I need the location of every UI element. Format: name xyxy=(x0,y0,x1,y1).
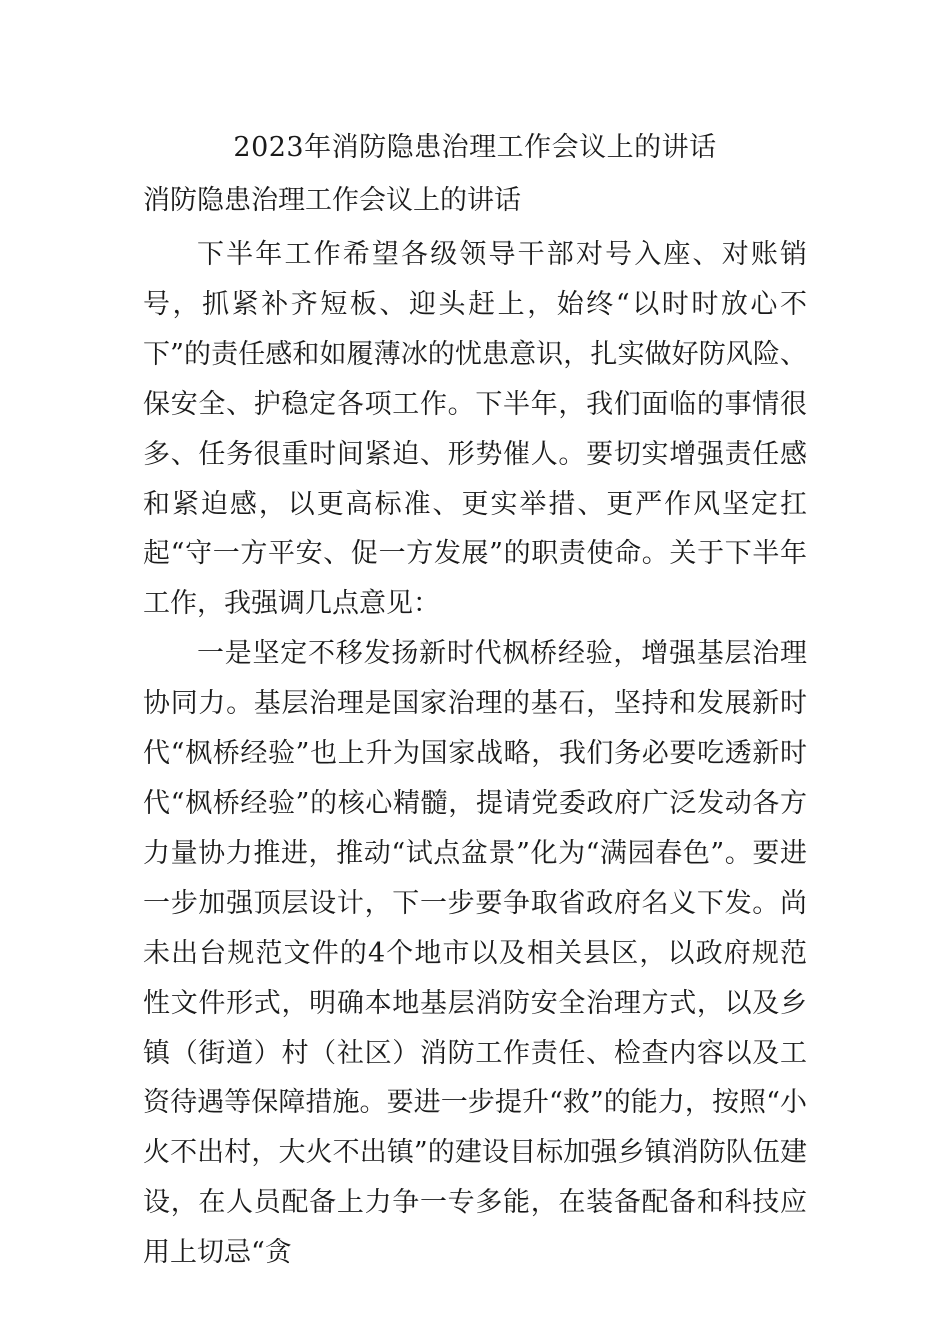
paragraph: 一是坚定不移发扬新时代枫桥经验，增强基层治理协同力。基层治理是国家治理的基石，坚持和发展新时代“枫桥经验”也上升为国家战略，我们务必要吃透新时代“枫桥经验”的核心精髓，提请党委政府广泛发动各方力量协力推进，推动“试点盆景”化为“满园春色”。要进一步加强顶层设计，下一步要争取省政府名义下发。尚未出台规范文件的4个地市以及相关县区，以政府规范性文件形式，明确本地基层消防安全治理方式，以及乡镇（街道）村（社区）消防工作责任、检查内容以及工资待遇等保障措施。要进一步提升“救”的能力，按照“小火不出村，大火不出镇”的建设目标加强乡镇消防队伍建设，在人员配备上力争一专多能，在装备配备和科技应用上切忌“贪 xyxy=(143,638,807,1269)
document-subtitle: 消防隐患治理工作会议上的讲话 xyxy=(143,185,521,216)
document-body xyxy=(143,230,807,1278)
document-title: 2023年消防隐患治理工作会议上的讲话 xyxy=(233,132,717,163)
paragraph: 下半年工作希望各级领导干部对号入座、对账销号，抓紧补齐短板、迎头赶上，始终“以时时放心不下”的责任感和如履薄冰的忧患意识，扎实做好防风险、保安全、护稳定各项工作。下半年，我们面临的事情很多、任务很重时间紧迫、形势催人。要切实增强责任感和紧迫感，以更高标准、更实举措、更严作风坚定扛起“守一方平安、促一方发展”的职责使命。关于下半年工作，我强调几点意见： xyxy=(143,239,807,620)
